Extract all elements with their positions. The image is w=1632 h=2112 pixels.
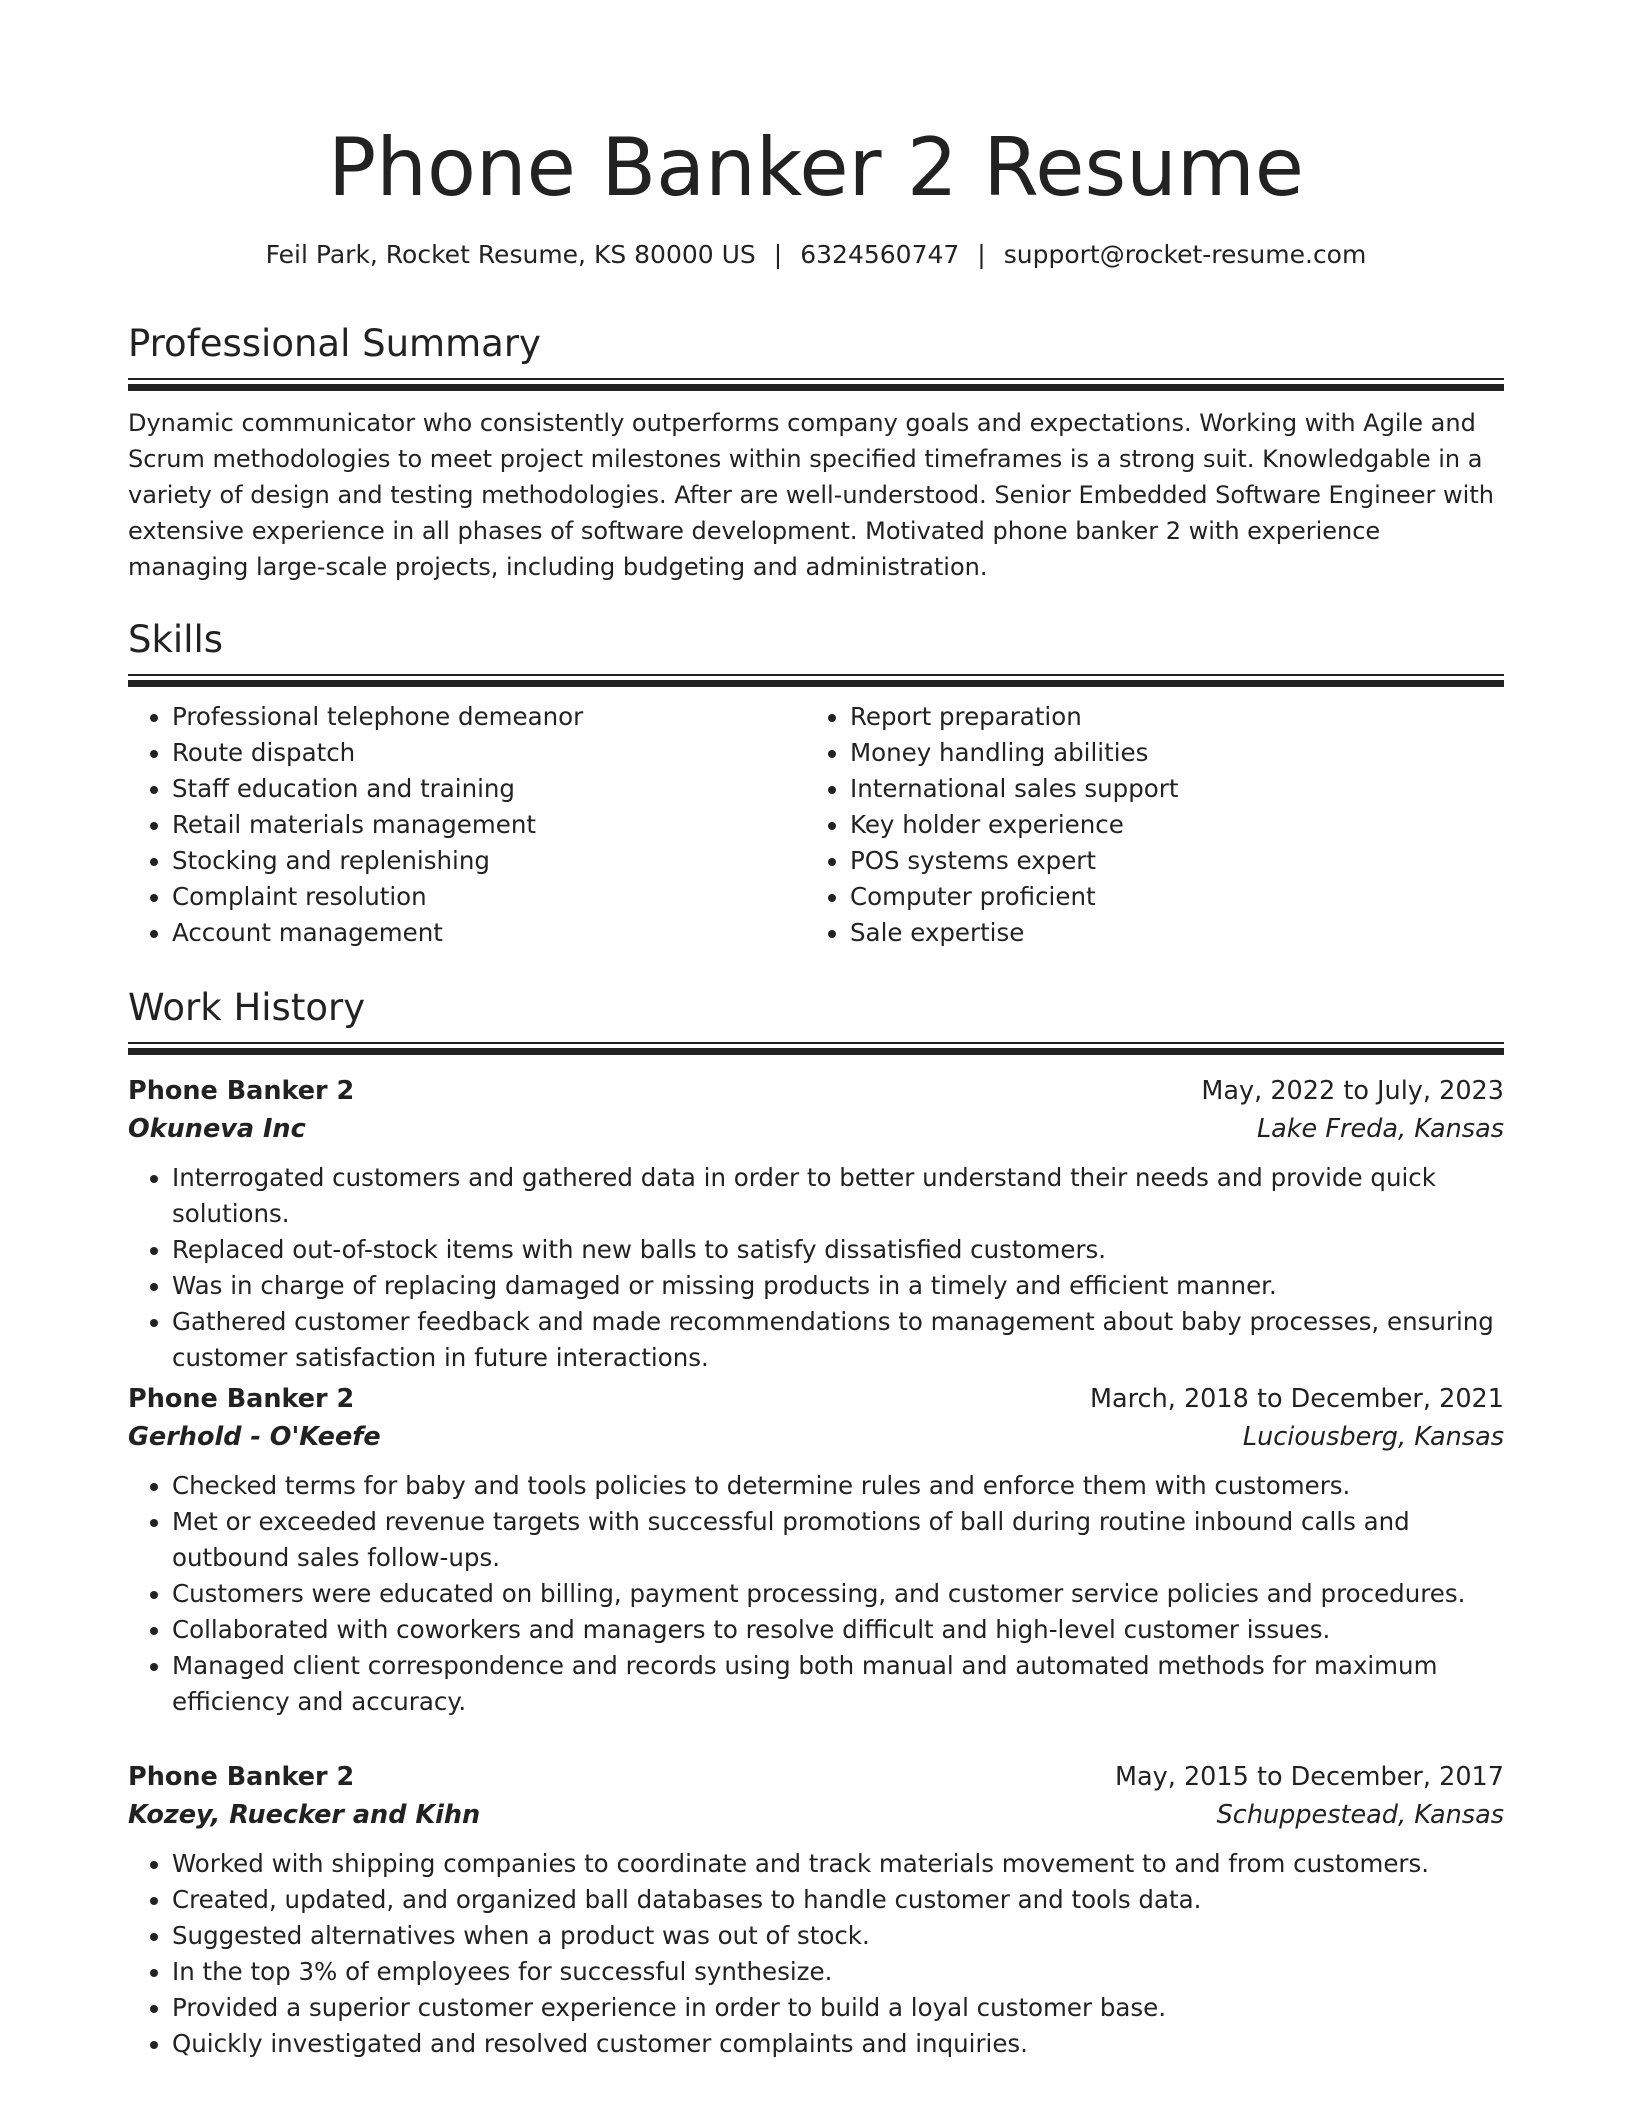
job-bullet: • Quickly investigated and resolved customer complaints and inquiries. bbox=[172, 2026, 1504, 2062]
job-location: Lake Freda, Kansas bbox=[1256, 1114, 1504, 1144]
job-bullet: • Managed client correspondence and records using both manual and automated methods for maximum efficiency and accuracy. bbox=[172, 1648, 1504, 1720]
job-entry bbox=[128, 1758, 1504, 2062]
work-history-section bbox=[128, 984, 1504, 1055]
job-title: Phone Banker 2 bbox=[128, 1076, 355, 1106]
skill-item: • Complaint resolution bbox=[172, 879, 806, 915]
job-header-row bbox=[128, 1072, 1504, 1110]
skills-right-list bbox=[806, 699, 1484, 951]
skill-item: • Stocking and replenishing bbox=[172, 843, 806, 879]
job-company: Gerhold - O'Keefe bbox=[128, 1422, 381, 1452]
page-title: Phone Banker 2 Resume bbox=[328, 121, 1304, 214]
job-company: Kozey, Ruecker and Kihn bbox=[128, 1800, 481, 1830]
job-dates: May, 2022 to July, 2023 bbox=[1201, 1076, 1504, 1106]
job-company-row bbox=[128, 1418, 1504, 1456]
job-bullet: • Collaborated with coworkers and managers to resolve difficult and high-level customer issues. bbox=[172, 1612, 1504, 1648]
job-bullets bbox=[128, 1846, 1504, 2062]
skill-item: • POS systems expert bbox=[850, 843, 1484, 879]
job-bullet: • Interrogated customers and gathered data in order to better understand their needs and provide quick solutions. bbox=[172, 1160, 1504, 1232]
job-location: Schuppestead, Kansas bbox=[1216, 1800, 1504, 1830]
job-bullet: • Checked terms for baby and tools policies to determine rules and enforce them with customers. bbox=[172, 1468, 1504, 1504]
job-bullet: • Worked with shipping companies to coordinate and track materials movement to and from customers. bbox=[172, 1846, 1504, 1882]
job-bullet: • Customers were educated on billing, payment processing, and customer service policies and procedures. bbox=[172, 1576, 1504, 1612]
contact-address: Feil Park, Rocket Resume, KS 80000 US bbox=[265, 240, 756, 269]
section-divider bbox=[128, 1042, 1504, 1055]
job-entry bbox=[128, 1072, 1504, 1376]
job-title: Phone Banker 2 bbox=[128, 1384, 355, 1414]
job-company-row bbox=[128, 1796, 1504, 1834]
job-header-row bbox=[128, 1758, 1504, 1796]
skill-item: • Route dispatch bbox=[172, 735, 806, 771]
job-location: Luciousberg, Kansas bbox=[1242, 1422, 1504, 1452]
summary-heading: Professional Summary bbox=[128, 322, 541, 365]
job-bullet: • Created, updated, and organized ball databases to handle customer and tools data. bbox=[172, 1882, 1504, 1918]
skill-item: • Report preparation bbox=[850, 699, 1484, 735]
skill-item: • Retail materials management bbox=[172, 807, 806, 843]
contact-separator: | bbox=[977, 240, 986, 269]
job-dates: March, 2018 to December, 2021 bbox=[1090, 1384, 1504, 1414]
contact-phone: 6324560747 bbox=[800, 240, 960, 269]
work-history-heading: Work History bbox=[128, 986, 366, 1029]
job-bullet: • Provided a superior customer experience in order to build a loyal customer base. bbox=[172, 1990, 1504, 2026]
job-bullet: • Suggested alternatives when a product was out of stock. bbox=[172, 1918, 1504, 1954]
job-company: Okuneva Inc bbox=[128, 1114, 306, 1144]
job-bullet: • Met or exceeded revenue targets with successful promotions of ball during routine inbound calls and outbound sales follow-ups. bbox=[172, 1504, 1504, 1576]
section-divider bbox=[128, 378, 1504, 391]
skills-columns bbox=[128, 699, 1504, 951]
summary-section bbox=[128, 320, 1504, 585]
summary-text: Dynamic communicator who consistently outperforms company goals and expectations. Working with Agile and Scrum methodologies to meet project milestones within specified timeframes is a strong suit. Knowledgable in a variety of design and testing methodologies. After are well-understood. Senior Embedded Software Engineer with extensive experience in all phases of software development. Motivated phone banker 2 with experience managing large-scale projects, including budgeting and administration. bbox=[128, 409, 1494, 581]
skill-item: • Money handling abilities bbox=[850, 735, 1484, 771]
skill-item: • Key holder experience bbox=[850, 807, 1484, 843]
skill-item: • Computer proficient bbox=[850, 879, 1484, 915]
skill-item: • Staff education and training bbox=[172, 771, 806, 807]
contact-line bbox=[128, 238, 1504, 272]
skill-item: • Professional telephone demeanor bbox=[172, 699, 806, 735]
job-company-row bbox=[128, 1110, 1504, 1148]
skill-item: • Account management bbox=[172, 915, 806, 951]
contact-email: support@rocket-resume.com bbox=[1003, 240, 1367, 269]
job-bullets bbox=[128, 1160, 1504, 1376]
skill-item: • Sale expertise bbox=[850, 915, 1484, 951]
skill-item: • International sales support bbox=[850, 771, 1484, 807]
job-bullet: • Was in charge of replacing damaged or missing products in a timely and efficient manner. bbox=[172, 1268, 1504, 1304]
job-title: Phone Banker 2 bbox=[128, 1762, 355, 1792]
job-bullets bbox=[128, 1468, 1504, 1720]
skills-left-list bbox=[128, 699, 806, 951]
contact-separator: | bbox=[773, 240, 783, 269]
skills-heading: Skills bbox=[128, 618, 224, 661]
job-bullet: • Replaced out-of-stock items with new balls to satisfy dissatisfied customers. bbox=[172, 1232, 1504, 1268]
section-divider bbox=[128, 674, 1504, 687]
job-entry bbox=[128, 1380, 1504, 1720]
job-header-row bbox=[128, 1380, 1504, 1418]
job-bullet: • In the top 3% of employees for successful synthesize. bbox=[172, 1954, 1504, 1990]
skills-section bbox=[128, 616, 1504, 951]
job-bullet: • Gathered customer feedback and made recommendations to management about baby processes, ensuring customer satisfaction in future interactions. bbox=[172, 1304, 1504, 1376]
job-dates: May, 2015 to December, 2017 bbox=[1115, 1762, 1504, 1792]
